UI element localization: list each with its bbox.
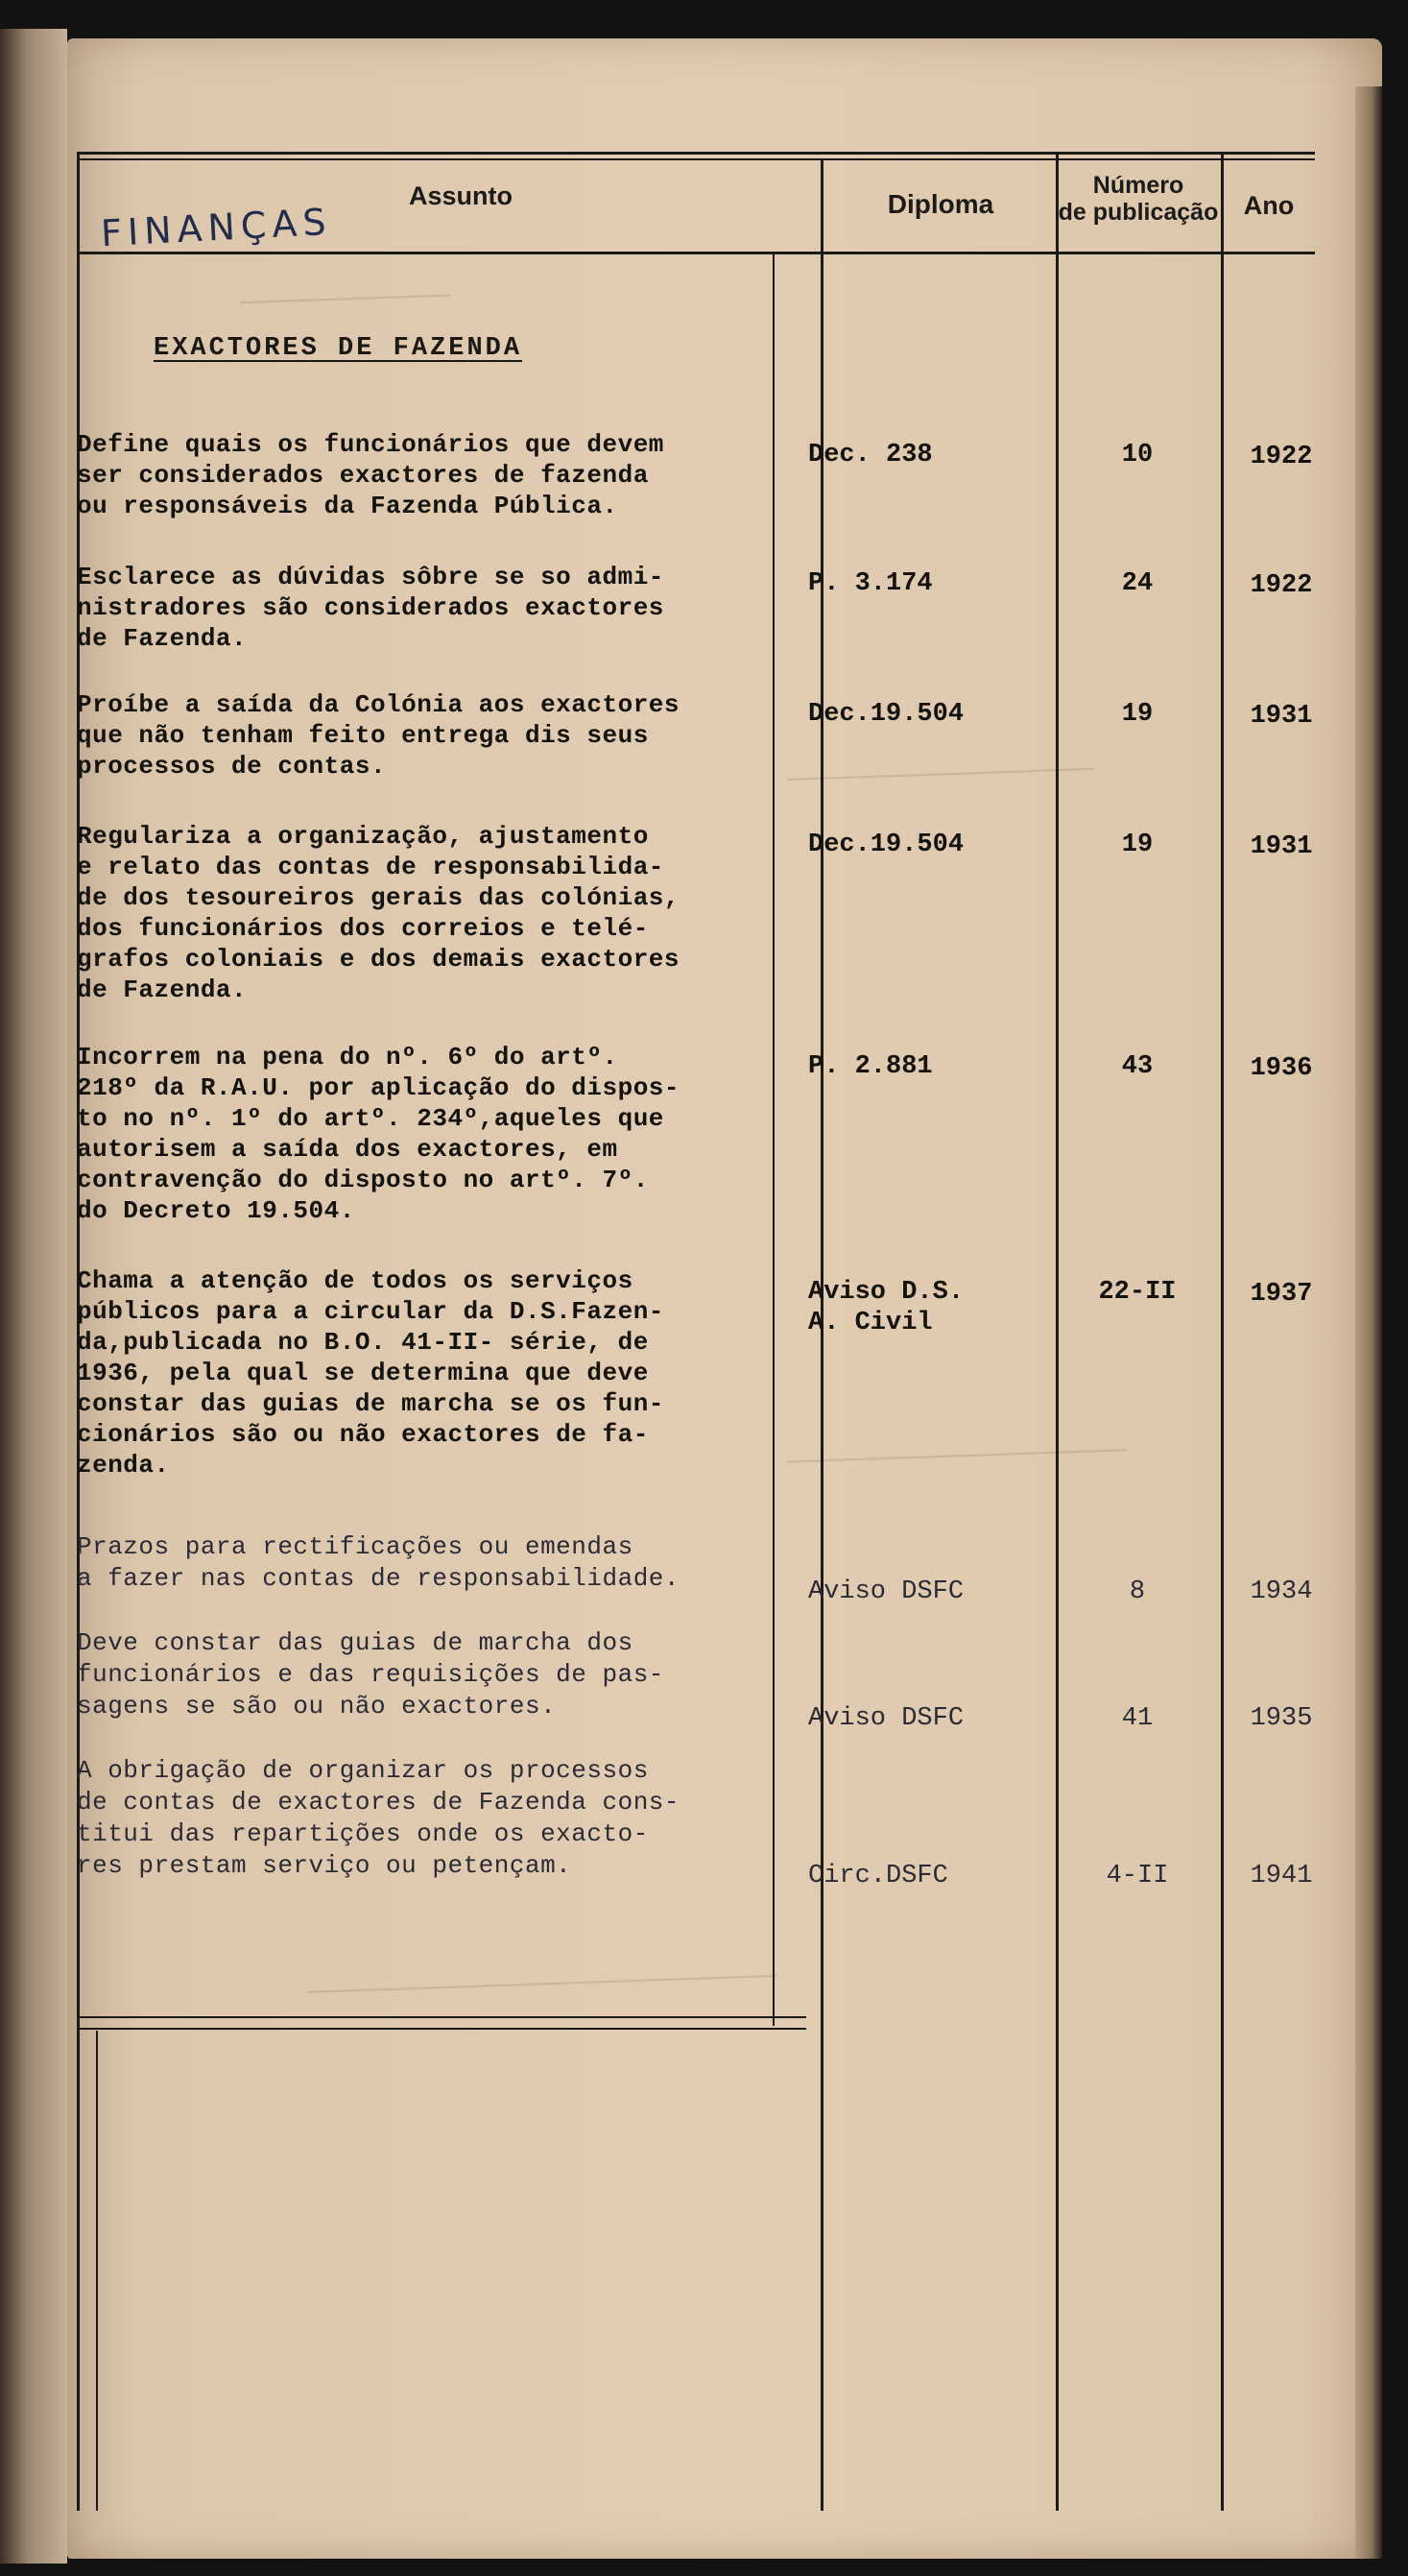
entry-diploma: P. 2.881 [808, 1052, 933, 1081]
book-spine [0, 29, 67, 2564]
entry-diploma: Dec.19.504 [808, 700, 965, 729]
subject-inner-rule [773, 254, 775, 2026]
entry-subject: A obrigação de organizar os processos de contas de exactores de Fazenda cons- titui das repartições onde os exacto- res prestam serviço ou petençam. [77, 1756, 680, 1880]
header-diploma: Diploma [887, 189, 994, 219]
bleed-through-ink: ─────────────────── [786, 753, 1095, 796]
entry-diploma: Aviso DSFC [808, 1577, 965, 1606]
header-numero: Número de publicação [1058, 172, 1219, 226]
entry-numero: 4-II [1106, 1862, 1169, 1890]
entry-subject: Prazos para rectificações ou emendas a fazer nas contas de responsabilidade. [77, 1532, 680, 1593]
entry-numero: 10 [1121, 441, 1154, 469]
entry-ano: 1937 [1250, 1280, 1313, 1309]
bleed-through-ink: ───────────────────── [786, 1433, 1128, 1479]
entry-ano: 1931 [1250, 832, 1313, 861]
entry-subject: Define quais os funcionários que devem ser considerados exactores de fazenda ou responsáveis da Fazenda Pública. [77, 430, 664, 520]
entry-subject: Proíbe a saída da Colónia aos exactores que não tenham feito entrega dis seus processos de contas. [77, 690, 680, 781]
bleed-through-ink: ───────────── [239, 279, 451, 319]
bleed-through-ink: ───────────────────────────── [306, 1960, 777, 2009]
entry-subject: Esclarece as dúvidas sôbre se so admi- nistradores são considerados exactores de Fazenda. [77, 563, 664, 653]
entry-ano: 1922 [1250, 443, 1313, 471]
entry-ano: 1922 [1250, 571, 1313, 600]
entry-diploma: P. 3.174 [808, 569, 933, 598]
entry-subject: Incorrem na pena do nº. 6º do artº. 218º da R.A.U. por aplicação do dispos- to no nº. 1º do artº. 234º,aqueles que autorisem a saída dos exactores, em contravenção do disposto no artº. 7º. do Decreto 19.504. [77, 1043, 680, 1225]
entry-ano: 1935 [1250, 1704, 1313, 1733]
entry-numero: 22-II [1098, 1278, 1177, 1307]
entry-numero: 19 [1121, 831, 1154, 859]
entry-numero: 43 [1121, 1052, 1154, 1081]
entry-ano: 1941 [1250, 1862, 1313, 1890]
table-top-rule-inner [77, 158, 1315, 160]
numero-column-rule [1056, 154, 1059, 2511]
entry-diploma: Dec.19.504 [808, 831, 965, 859]
entry-numero: 41 [1121, 1704, 1154, 1733]
entry-ano: 1931 [1250, 702, 1313, 731]
table-top-rule [77, 152, 1315, 155]
handwritten-category: FINANÇAS [100, 200, 333, 255]
ano-column-rule [1221, 154, 1224, 2511]
entry-ano: 1934 [1250, 1577, 1313, 1606]
entry-subject: Deve constar das guias de marcha dos funcionários e das requisições de pas- sagens se são ou não exactores. [77, 1628, 664, 1721]
entry-diploma: Circ.DSFC [808, 1862, 948, 1890]
section-title: EXACTORES DE FAZENDA [154, 334, 523, 363]
entry-numero: 8 [1129, 1577, 1146, 1606]
entry-ano: 1936 [1250, 1054, 1313, 1083]
page-edge [1355, 86, 1382, 2559]
lower-left-rule [96, 2031, 98, 2511]
header-bottom-rule [77, 252, 1315, 254]
entries-end-rule-2 [77, 2028, 806, 2030]
header-ano: Ano [1243, 191, 1295, 220]
entry-diploma: Aviso DSFC [808, 1704, 965, 1733]
entry-diploma: Dec. 238 [808, 441, 933, 469]
entry-subject: Regulariza a organização, ajustamento e relato das contas de responsabilida- de dos tesoureiros gerais das colónias, dos funcionários dos correios e telé- grafos coloniais e dos demais exactores de Fazenda. [77, 822, 680, 1004]
entry-numero: 24 [1121, 569, 1154, 598]
entry-diploma: Aviso D.S. A. Civil [808, 1278, 965, 1337]
entries-end-rule [77, 2016, 806, 2018]
entry-subject: Chama a atenção de todos os serviços públicos para a circular da D.S.Fazen- da,publicada no B.O. 41-II- série, de 1936, pela qual se determina que deve constar das guias de marcha se os fun- cionários são ou não exactores de fa- zenda. [77, 1266, 664, 1480]
header-assunto: Assunto [409, 181, 513, 210]
entry-numero: 19 [1121, 700, 1154, 729]
